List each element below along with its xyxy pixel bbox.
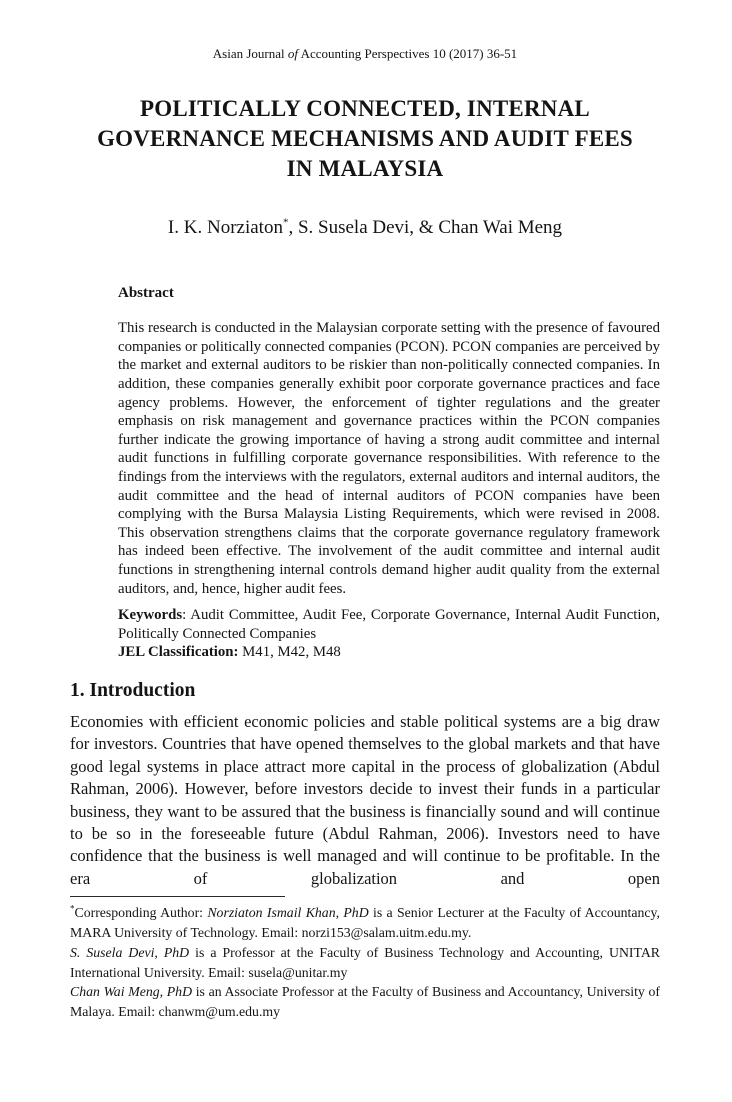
abstract-heading: Abstract (118, 285, 174, 302)
journal-header-italic: of (287, 46, 299, 61)
journal-header-post: Accounting Perspectives 10 (2017) 36-51 (298, 46, 518, 61)
keywords-label: Keywords (118, 607, 183, 624)
journal-header-pre: Asian Journal (212, 46, 288, 61)
footnote-asterisk: * (70, 903, 75, 914)
corresponding-author-asterisk: * (282, 216, 289, 229)
footnote-2-name: S. Susela Devi, PhD (70, 944, 190, 960)
jel-text: M41, M42, M48 (238, 644, 341, 661)
abstract-section (118, 284, 660, 662)
paper-title-line-1: POLITICALLY CONNECTED, INTERNAL (140, 96, 590, 122)
keywords-line (118, 606, 660, 643)
abstract-body: This research is conducted in the Malaysian corporate setting with the presence of favoured companies or politically connected companies (PCON). PCON companies are perceived by the market and external auditors to be riskier than non-politically connected companies. In addition, these companies generally exhibit poor corporate governance practices and face agency problems. However, the enforcement of tighter regulations and the greater emphasis on risk management and governance practices within the PCON companies further indicate the growing importance of having a strong audit committee and internal audit functions in fulfilling corporate governance responsibilities. With reference to the findings from the interviews with the regulators, external auditors and internal auditors, the audit committee and the head of internal auditors of PCON companies have been complying with the Bursa Malaysia Listing Requirements, which were revised in 2008. This observation strengthens claims that the corporate governance regulatory framework has indeed been effective. The involvement of the audit committee and internal audit functions in strengthening internal controls demand higher audit quality from the external auditors, and, hence, higher audit fees. (118, 320, 660, 597)
jel-line (118, 643, 660, 662)
footnote-separator-rule (70, 896, 285, 897)
introduction-paragraph: Economies with efficient economic policies and stable political systems are a big draw for investors. Countries that have opened themselves to the global markets and that have good legal systems in place attract more capital in the process of globalization (Abdul Rahman, 2006). However, before investors decide to invest their funds in a particular business, they want to be assured that the business is financially sound and will continue to be so in the foreseeable future (Abdul Rahman, 2006). Investors need to have confidence that the business is well managed and will continue to be profitable. In the era of globalization and open (70, 711, 660, 888)
footnote-1-pre: Corresponding Author: (74, 905, 208, 921)
footnote-corresponding-author (70, 903, 660, 943)
author-first: I. K. Norziaton (167, 217, 283, 239)
paper-title-line-2: GOVERNANCE MECHANISMS AND AUDIT FEES (97, 126, 633, 152)
journal-header (70, 0, 660, 62)
section-heading-introduction: 1. Introduction (70, 679, 196, 701)
paper-title (70, 94, 660, 184)
footnote-1-name: Norziaton Ismail Khan, PhD (207, 905, 369, 921)
footnote-author-2 (70, 943, 660, 983)
footnote-1-text: is a Senior Lecturer at the Faculty of Accountancy, MARA University of Technology. Email: norzi153@salam.uitm.edu.my. (70, 905, 660, 940)
authors-line (70, 216, 660, 240)
jel-label: JEL Classification: (118, 644, 239, 661)
footnote-3-name: Chan Wai Meng, PhD (70, 984, 193, 1000)
footnote-author-3 (70, 982, 660, 1022)
footnotes-block (70, 903, 660, 1022)
paper-title-line-3: IN MALAYSIA (286, 156, 444, 182)
footnote-3-text: is an Associate Professor at the Faculty of Business and Accountancy, University of Malaya. Email: chanwm@um.edu.my (70, 984, 660, 1020)
authors-rest: , S. Susela Devi, & Chan Wai Meng (288, 217, 563, 239)
keywords-text: : Audit Committee, Audit Fee, Corporate Governance, Internal Audit Function, Politically Connected Companies (118, 607, 660, 642)
footnote-2-text: is a Professor at the Faculty of Business Technology and Accounting, UNITAR International University. Email: susela@unitar.my (70, 944, 660, 980)
